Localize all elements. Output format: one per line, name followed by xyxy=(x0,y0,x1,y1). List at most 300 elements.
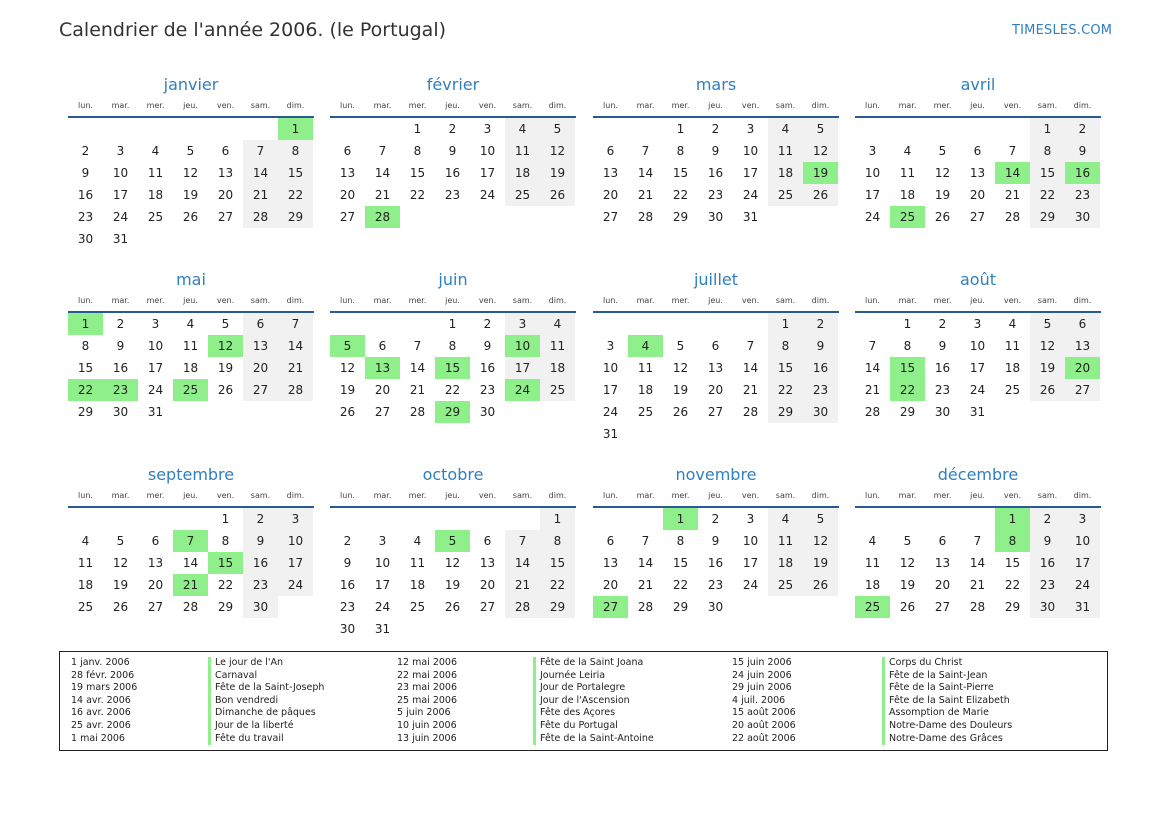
day-cell: 15 xyxy=(1004,556,1021,570)
legend-holiday-name: Carnaval xyxy=(208,670,324,683)
day-cell: 18 xyxy=(768,552,803,574)
legend-holiday-name: Bon vendredi xyxy=(208,695,324,708)
weekday-label: sam. xyxy=(775,101,796,110)
day-cell: 24 xyxy=(864,210,881,224)
day-cell: 10 xyxy=(374,556,391,570)
holiday-day-cell: 24 xyxy=(505,379,540,401)
day-cell: 28 xyxy=(864,405,881,419)
day-cell: 19 xyxy=(339,383,356,397)
day-cell: 5 xyxy=(540,118,575,140)
weekday-header xyxy=(68,486,314,508)
legend-holiday-name: Fête de la Saint-Antoine xyxy=(533,733,654,746)
day-cell: 15 xyxy=(672,556,689,570)
day-cell: 17 xyxy=(1065,552,1100,574)
day-cell: 5 xyxy=(186,144,195,158)
month-block xyxy=(68,269,314,423)
day-cell: 23 xyxy=(479,383,496,397)
day-cell: 18 xyxy=(182,361,199,375)
month-name: septembre xyxy=(147,465,235,484)
day-cell: 27 xyxy=(1065,379,1100,401)
day-cell: 30 xyxy=(77,232,94,246)
day-cell: 26 xyxy=(1030,379,1065,401)
empty-cell xyxy=(103,118,138,140)
day-cell: 20 xyxy=(339,188,356,202)
weekday-label: mar. xyxy=(111,296,130,305)
day-cell: 16 xyxy=(243,552,278,574)
day-cell: 18 xyxy=(505,162,540,184)
empty-cell xyxy=(365,313,400,335)
day-cell: 25 xyxy=(1004,383,1021,397)
day-cell: 26 xyxy=(217,383,234,397)
weekday-label: sam. xyxy=(1037,296,1058,305)
day-cell: 22 xyxy=(1030,184,1065,206)
legend-holiday-name: Fête du travail xyxy=(208,733,324,746)
day-cell: 5 xyxy=(116,534,125,548)
month-name: octobre xyxy=(422,465,484,484)
day-cell: 3 xyxy=(746,122,755,136)
weekday-label: sam. xyxy=(1037,491,1058,500)
day-cell: 23 xyxy=(339,600,356,614)
day-cell: 9 xyxy=(711,144,720,158)
weekday-header xyxy=(593,486,839,508)
month-name: février xyxy=(426,75,480,94)
day-cell: 4 xyxy=(768,508,803,530)
day-cell: 25 xyxy=(505,184,540,206)
month-name: juin xyxy=(438,270,468,289)
day-cell: 19 xyxy=(934,188,951,202)
day-cell: 26 xyxy=(803,574,838,596)
holiday-day-cell: 25 xyxy=(173,379,208,401)
day-cell: 18 xyxy=(899,188,916,202)
weekday-header xyxy=(855,291,1101,313)
day-cell: 2 xyxy=(243,508,278,530)
day-cell: 19 xyxy=(112,578,129,592)
day-cell: 12 xyxy=(899,556,916,570)
day-cell: 17 xyxy=(602,383,619,397)
day-cell: 3 xyxy=(278,508,313,530)
day-cell: 23 xyxy=(707,188,724,202)
day-grid xyxy=(68,118,314,250)
month-name: juillet xyxy=(693,270,739,289)
weekday-label: mar. xyxy=(898,491,917,500)
legend-date: 1 janv. 2006 xyxy=(71,657,130,668)
day-cell: 24 xyxy=(147,383,164,397)
weekday-label: ven. xyxy=(1003,101,1022,110)
legend-holiday-name: Fête des Açores xyxy=(533,707,654,720)
day-cell: 14 xyxy=(969,556,986,570)
day-cell: 29 xyxy=(899,405,916,419)
empty-cell xyxy=(628,313,663,335)
day-cell: 16 xyxy=(339,578,356,592)
weekday-label: sam. xyxy=(512,491,533,500)
day-cell: 20 xyxy=(479,578,496,592)
day-grid xyxy=(855,508,1101,618)
day-cell: 20 xyxy=(374,383,391,397)
day-cell: 6 xyxy=(483,534,492,548)
legend-dates-column xyxy=(71,657,137,745)
day-cell: 3 xyxy=(151,317,160,331)
empty-cell xyxy=(330,313,365,335)
legend-holiday-name: Corps du Christ xyxy=(882,657,1012,670)
site-link[interactable]: TIMESLES.COM xyxy=(1012,23,1113,38)
day-cell: 18 xyxy=(1004,361,1021,375)
day-cell: 24 xyxy=(742,188,759,202)
day-cell: 11 xyxy=(864,556,881,570)
day-cell: 18 xyxy=(540,357,575,379)
day-cell: 12 xyxy=(803,530,838,552)
weekday-label: mar. xyxy=(898,296,917,305)
day-cell: 14 xyxy=(409,361,426,375)
legend-date: 13 juin 2006 xyxy=(397,732,457,744)
day-cell: 26 xyxy=(112,600,129,614)
day-cell: 6 xyxy=(243,313,278,335)
day-cell: 11 xyxy=(77,556,94,570)
empty-cell xyxy=(470,508,505,530)
day-cell: 13 xyxy=(707,361,724,375)
empty-cell xyxy=(960,508,995,530)
day-grid xyxy=(68,313,314,423)
holiday-day-cell: 8 xyxy=(995,530,1030,552)
empty-cell xyxy=(890,118,925,140)
weekday-label: jeu. xyxy=(445,101,460,110)
day-cell: 27 xyxy=(243,379,278,401)
weekday-label: sam. xyxy=(250,296,271,305)
month-name: mai xyxy=(176,270,206,289)
day-cell: 19 xyxy=(672,383,689,397)
day-cell: 29 xyxy=(77,405,94,419)
weekday-header xyxy=(855,96,1101,118)
holiday-day-cell: 7 xyxy=(173,530,208,552)
day-cell: 9 xyxy=(343,556,352,570)
legend-date: 29 juin 2006 xyxy=(732,682,792,694)
weekday-label: jeu. xyxy=(708,101,723,110)
day-cell: 26 xyxy=(899,600,916,614)
day-cell: 5 xyxy=(676,339,685,353)
holiday-day-cell: 5 xyxy=(435,530,470,552)
holiday-day-cell: 22 xyxy=(68,379,103,401)
weekday-header xyxy=(330,291,576,313)
holiday-day-cell: 10 xyxy=(505,335,540,357)
legend-holiday-name: Assomption de Marie xyxy=(882,707,1012,720)
weekday-label: dim. xyxy=(1073,101,1092,110)
day-cell: 3 xyxy=(973,317,982,331)
legend-date: 5 juin 2006 xyxy=(397,707,451,719)
day-cell: 14 xyxy=(637,556,654,570)
day-cell: 17 xyxy=(479,166,496,180)
day-cell: 14 xyxy=(742,361,759,375)
day-cell: 2 xyxy=(803,313,838,335)
day-cell: 11 xyxy=(768,530,803,552)
day-cell: 2 xyxy=(711,122,720,136)
day-cell: 31 xyxy=(112,232,129,246)
day-grid xyxy=(593,508,839,618)
day-cell: 20 xyxy=(147,578,164,592)
legend-holiday-name: Fête de la Saint-Pierre xyxy=(882,682,1012,695)
day-cell: 9 xyxy=(116,339,125,353)
day-cell: 10 xyxy=(147,339,164,353)
day-cell: 4 xyxy=(1008,317,1017,331)
day-cell: 2 xyxy=(483,317,492,331)
day-cell: 12 xyxy=(1030,335,1065,357)
day-cell: 29 xyxy=(540,596,575,618)
day-cell: 27 xyxy=(707,405,724,419)
day-grid xyxy=(593,313,839,445)
day-cell: 1 xyxy=(676,122,685,136)
weekday-label: lun. xyxy=(603,101,618,110)
day-cell: 13 xyxy=(479,556,496,570)
day-cell: 29 xyxy=(768,401,803,423)
weekday-label: dim. xyxy=(286,491,305,500)
day-cell: 7 xyxy=(243,140,278,162)
legend-holiday-name: Fête du Portugal xyxy=(533,720,654,733)
weekday-label: lun. xyxy=(865,101,880,110)
holiday-day-cell: 28 xyxy=(365,206,400,228)
day-cell: 24 xyxy=(374,600,391,614)
empty-cell xyxy=(890,508,925,530)
legend-holiday-name: Jour de la liberté xyxy=(208,720,324,733)
day-cell: 8 xyxy=(448,339,457,353)
day-cell: 9 xyxy=(1065,140,1100,162)
day-cell: 18 xyxy=(77,578,94,592)
day-cell: 11 xyxy=(1004,339,1021,353)
day-cell: 8 xyxy=(278,140,313,162)
day-cell: 27 xyxy=(479,600,496,614)
day-cell: 12 xyxy=(444,556,461,570)
day-cell: 4 xyxy=(505,118,540,140)
holiday-day-cell: 1 xyxy=(995,508,1030,530)
empty-cell xyxy=(628,118,663,140)
day-cell: 4 xyxy=(151,144,160,158)
day-cell: 28 xyxy=(1004,210,1021,224)
day-grid xyxy=(330,118,576,228)
weekday-label: jeu. xyxy=(970,296,985,305)
day-cell: 3 xyxy=(1065,508,1100,530)
weekday-label: ven. xyxy=(478,491,497,500)
legend-date: 24 juin 2006 xyxy=(732,669,792,681)
day-cell: 21 xyxy=(505,574,540,596)
day-cell: 8 xyxy=(676,144,685,158)
day-cell: 13 xyxy=(934,556,951,570)
weekday-label: mar. xyxy=(373,101,392,110)
empty-cell xyxy=(925,118,960,140)
day-cell: 16 xyxy=(707,166,724,180)
day-cell: 2 xyxy=(1030,508,1065,530)
day-cell: 16 xyxy=(803,357,838,379)
empty-cell xyxy=(243,118,278,140)
day-cell: 30 xyxy=(934,405,951,419)
weekday-label: lun. xyxy=(603,296,618,305)
empty-cell xyxy=(698,313,733,335)
day-cell: 16 xyxy=(479,361,496,375)
legend-names-column xyxy=(882,657,1012,745)
weekday-label: jeu. xyxy=(183,101,198,110)
day-cell: 19 xyxy=(540,162,575,184)
weekday-label: dim. xyxy=(548,491,567,500)
day-cell: 11 xyxy=(540,335,575,357)
day-grid xyxy=(855,118,1101,228)
weekday-header xyxy=(68,96,314,118)
day-cell: 2 xyxy=(116,317,125,331)
holiday-day-cell: 22 xyxy=(890,379,925,401)
legend-date: 15 août 2006 xyxy=(732,707,796,719)
month-block xyxy=(593,74,839,228)
weekday-label: lun. xyxy=(603,491,618,500)
weekday-label: jeu. xyxy=(970,101,985,110)
legend-holiday-name: Fête de la Saint Elizabeth xyxy=(882,695,1012,708)
legend-date: 16 avr. 2006 xyxy=(71,707,131,719)
day-cell: 30 xyxy=(479,405,496,419)
month-name: mars xyxy=(695,75,737,94)
day-cell: 28 xyxy=(637,600,654,614)
weekday-label: lun. xyxy=(78,101,93,110)
day-cell: 28 xyxy=(505,596,540,618)
day-cell: 1 xyxy=(1030,118,1065,140)
day-cell: 22 xyxy=(217,578,234,592)
legend-date: 25 avr. 2006 xyxy=(71,719,131,731)
day-cell: 4 xyxy=(540,313,575,335)
legend-holiday-name: Jour de l'Ascension xyxy=(533,695,654,708)
weekday-header xyxy=(593,96,839,118)
day-cell: 24 xyxy=(479,188,496,202)
weekday-label: jeu. xyxy=(970,491,985,500)
empty-cell xyxy=(208,118,243,140)
empty-cell xyxy=(138,118,173,140)
day-cell: 2 xyxy=(343,534,352,548)
legend-holiday-name: Notre-Dame des Grâces xyxy=(882,733,1012,746)
day-cell: 6 xyxy=(221,144,230,158)
day-cell: 23 xyxy=(243,574,278,596)
empty-cell xyxy=(400,313,435,335)
day-cell: 22 xyxy=(540,574,575,596)
day-cell: 24 xyxy=(278,574,313,596)
day-cell: 2 xyxy=(81,144,90,158)
weekday-label: mar. xyxy=(636,296,655,305)
holiday-day-cell: 19 xyxy=(803,162,838,184)
day-cell: 30 xyxy=(1065,206,1100,228)
holiday-day-cell: 15 xyxy=(435,357,470,379)
day-cell: 31 xyxy=(374,622,391,636)
day-cell: 7 xyxy=(641,534,650,548)
day-cell: 27 xyxy=(602,210,619,224)
weekday-label: sam. xyxy=(250,101,271,110)
day-cell: 17 xyxy=(278,552,313,574)
month-block xyxy=(330,74,576,228)
day-cell: 7 xyxy=(505,530,540,552)
day-cell: 30 xyxy=(243,596,278,618)
empty-cell xyxy=(365,508,400,530)
weekday-label: mer. xyxy=(671,491,690,500)
day-cell: 30 xyxy=(339,622,356,636)
day-cell: 3 xyxy=(746,512,755,526)
day-cell: 7 xyxy=(378,144,387,158)
day-cell: 28 xyxy=(182,600,199,614)
day-cell: 7 xyxy=(1008,144,1017,158)
day-cell: 13 xyxy=(339,166,356,180)
legend-date: 15 juin 2006 xyxy=(732,657,792,668)
day-cell: 13 xyxy=(969,166,986,180)
day-cell: 4 xyxy=(868,534,877,548)
day-cell: 11 xyxy=(409,556,426,570)
day-cell: 26 xyxy=(540,184,575,206)
holiday-day-cell: 13 xyxy=(365,357,400,379)
day-cell: 27 xyxy=(969,210,986,224)
weekday-header xyxy=(593,291,839,313)
day-cell: 7 xyxy=(746,339,755,353)
weekday-label: ven. xyxy=(216,101,235,110)
day-cell: 21 xyxy=(409,383,426,397)
empty-cell xyxy=(330,118,365,140)
day-cell: 27 xyxy=(339,210,356,224)
weekday-label: lun. xyxy=(865,491,880,500)
weekday-label: dim. xyxy=(1073,491,1092,500)
day-cell: 3 xyxy=(505,313,540,335)
weekday-label: mer. xyxy=(146,296,165,305)
legend-date: 22 août 2006 xyxy=(732,732,796,744)
weekday-label: mar. xyxy=(636,491,655,500)
day-cell: 20 xyxy=(217,188,234,202)
legend-date: 10 juin 2006 xyxy=(397,719,457,731)
weekday-label: jeu. xyxy=(445,491,460,500)
holiday-legend xyxy=(59,651,1108,751)
empty-cell xyxy=(855,313,890,335)
weekday-label: mar. xyxy=(111,101,130,110)
day-cell: 22 xyxy=(444,383,461,397)
day-cell: 21 xyxy=(742,383,759,397)
legend-date: 28 févr. 2006 xyxy=(71,669,135,681)
weekday-label: lun. xyxy=(340,296,355,305)
day-cell: 26 xyxy=(339,405,356,419)
weekday-label: sam. xyxy=(775,491,796,500)
empty-cell xyxy=(593,313,628,335)
weekday-label: ven. xyxy=(478,296,497,305)
day-cell: 16 xyxy=(1030,552,1065,574)
holiday-day-cell: 4 xyxy=(628,335,663,357)
day-cell: 7 xyxy=(413,339,422,353)
day-cell: 14 xyxy=(864,361,881,375)
day-cell: 26 xyxy=(182,210,199,224)
day-cell: 20 xyxy=(602,578,619,592)
empty-cell xyxy=(138,508,173,530)
weekday-label: dim. xyxy=(286,296,305,305)
day-cell: 17 xyxy=(374,578,391,592)
day-cell: 16 xyxy=(934,361,951,375)
day-cell: 17 xyxy=(505,357,540,379)
day-cell: 1 xyxy=(768,313,803,335)
day-cell: 10 xyxy=(1065,530,1100,552)
weekday-label: lun. xyxy=(340,101,355,110)
day-cell: 11 xyxy=(182,339,199,353)
weekday-label: ven. xyxy=(741,296,760,305)
day-cell: 10 xyxy=(864,166,881,180)
day-cell: 23 xyxy=(707,578,724,592)
day-cell: 13 xyxy=(147,556,164,570)
weekday-label: mer. xyxy=(671,296,690,305)
month-block xyxy=(593,464,839,618)
day-cell: 6 xyxy=(606,534,615,548)
day-cell: 3 xyxy=(868,144,877,158)
holiday-day-cell: 15 xyxy=(890,357,925,379)
legend-holiday-name: Notre-Dame des Douleurs xyxy=(882,720,1012,733)
day-cell: 14 xyxy=(278,335,313,357)
day-cell: 24 xyxy=(602,405,619,419)
day-cell: 15 xyxy=(768,357,803,379)
day-cell: 25 xyxy=(77,600,94,614)
month-name: août xyxy=(959,270,996,289)
day-cell: 4 xyxy=(768,118,803,140)
day-cell: 10 xyxy=(278,530,313,552)
day-cell: 11 xyxy=(147,166,164,180)
weekday-label: dim. xyxy=(548,296,567,305)
